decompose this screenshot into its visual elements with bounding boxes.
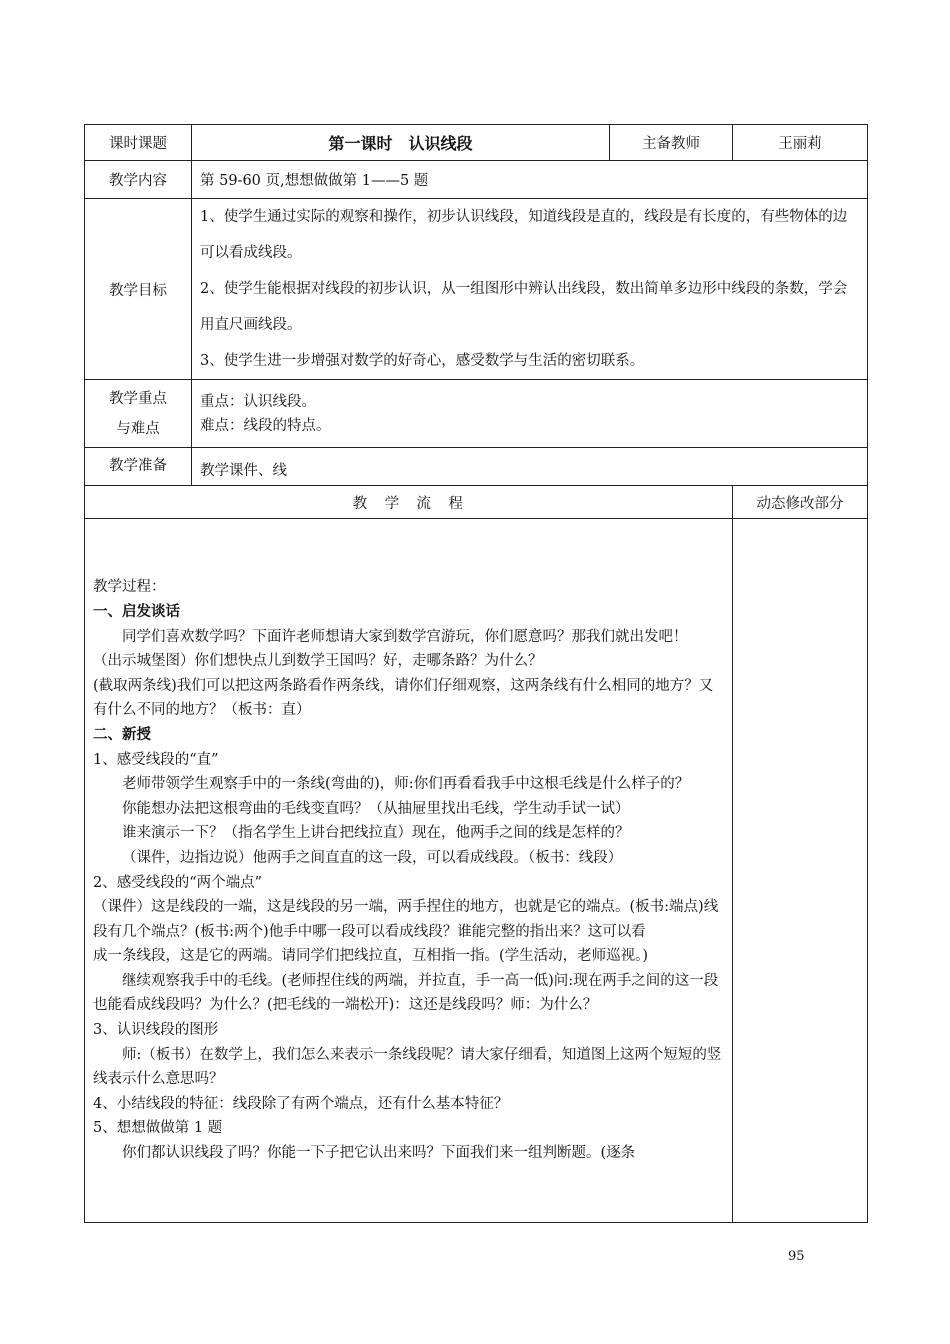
keypoints-label (85, 380, 192, 448)
goal-item: 3、使学生进一步增强对数学的好奇心，感受数学与生活的密切联系。 (200, 353, 645, 369)
row-lesson-title (85, 125, 868, 161)
process-paragraph: 3、认识线段的图形 (93, 1022, 219, 1039)
process-paragraph: （课件）这是线段的一端，这是线段的另一端，两手捏住的地方，也就是它的端点。(板书:端点)线段有几个端点？(板书:两个)他手中哪一段可以看成线段？谁能完整的指出来？这可以看 (93, 899, 719, 940)
process-paragraph: 2、感受线段的“两个端点” (93, 874, 263, 891)
row-goals (85, 199, 868, 380)
row-flow-header (85, 486, 868, 519)
lesson-plan-table (84, 124, 868, 1223)
goal-item: 1、使学生通过实际的观察和操作，初步认识线段，知道线段是直的，线段是有长度的，有些物体的边可以看成线段。 (200, 209, 848, 261)
process-paragraph: 你们都认识线段了吗？你能一下子把它认出来吗？下面我们来一组判断题。(逐条 (122, 1145, 636, 1162)
section-heading: 二、新授 (93, 726, 151, 743)
process-paragraph: 4、小结线段的特征：线段除了有两个端点，还有什么基本特征？ (93, 1095, 509, 1112)
goal-item: 2、使学生能根据对线段的初步认识，从一组图形中辨认出线段，数出简单多边形中线段的条数，学会用直尺画线段。 (200, 281, 848, 333)
process-paragraph: 老师带领学生观察手中的一条线(弯曲的)，师:你们再看看我手中这根毛线是什么样子的？ (122, 776, 690, 793)
process-paragraph: （出示城堡图）你们想快点儿到数学王国吗？好，走哪条路？为什么？ (93, 653, 543, 670)
process-paragraph: 同学们喜欢数学吗？下面许老师想请大家到数学宫游玩，你们愿意吗？那我们就出发吧！ (122, 628, 688, 645)
page-number: 95 (788, 1249, 805, 1264)
keypoints-label-line2: 与难点 (116, 420, 160, 437)
lesson-title: 第一课时 认识线段 (192, 125, 610, 161)
goals-cell (192, 199, 868, 380)
process-paragraph: （课件，边指边说）他两手之间直直的这一段，可以看成线段。（板书：线段） (122, 849, 623, 866)
row-prep (85, 448, 868, 486)
flow-label: 教 学 流 程 (85, 486, 733, 519)
process-cell (85, 519, 733, 1223)
process-paragraph: 师:（板书）在数学上，我们怎么来表示一条线段呢？请大家仔细看，知道图上这两个短短的竖线表示什么意思吗？ (93, 1046, 722, 1088)
row-content (85, 161, 868, 199)
keypoints-cell (192, 380, 868, 448)
keypoints-label-line1: 教学重点 (109, 390, 167, 407)
row-keypoints (85, 380, 868, 448)
process-paragraph: 成一条线段，这是它的两端。请同学们把线拉直，互相指一指。(学生活动，老师巡视。) (93, 948, 649, 965)
teacher-label: 主备教师 (610, 125, 733, 161)
content-value: 第 59-60 页,想想做做第 1——5 题 (192, 161, 868, 199)
process-paragraph: 谁来演示一下？（指名学生上讲台把线拉直）现在，他两手之间的线是怎样的？ (122, 825, 630, 842)
difficulty-text: 难点：线段的特点。 (200, 417, 331, 434)
prep-value: 教学课件、线 (192, 448, 868, 486)
process-paragraph: 1、感受线段的“直” (93, 751, 219, 768)
process-paragraph: 继续观察我手中的毛线。(老师捏住线的两端，并拉直，手一高一低)问:现在两手之间的这一段也能看成线段吗？为什么？(把毛线的一端松开)：这还是线段吗？师：为什么？ (93, 972, 719, 1014)
process-paragraph: 5、想想做做第 1 题 (93, 1120, 223, 1137)
section-heading: 一、启发谈话 (93, 603, 180, 620)
lesson-label: 课时课题 (85, 125, 192, 161)
process-paragraph: 教学过程： (93, 579, 166, 596)
revise-cell (733, 519, 868, 1223)
goals-label: 教学目标 (85, 199, 192, 380)
content-label: 教学内容 (85, 161, 192, 199)
revise-label: 动态修改部分 (733, 486, 868, 519)
prep-label: 教学准备 (85, 448, 192, 486)
teacher-name: 王丽莉 (733, 125, 868, 161)
process-paragraph: 你能想办法把这根弯曲的毛线变直吗？（从抽屉里找出毛线，学生动手试一试） (122, 800, 630, 817)
process-paragraph: (截取两条线)我们可以把这两条路看作两条线，请你们仔细观察，这两条线有什么相同的地方？又有什么不同的地方？（板书：直） (93, 677, 714, 719)
row-process (85, 519, 868, 1223)
keypoint-text: 重点：认识线段。 (200, 393, 316, 410)
